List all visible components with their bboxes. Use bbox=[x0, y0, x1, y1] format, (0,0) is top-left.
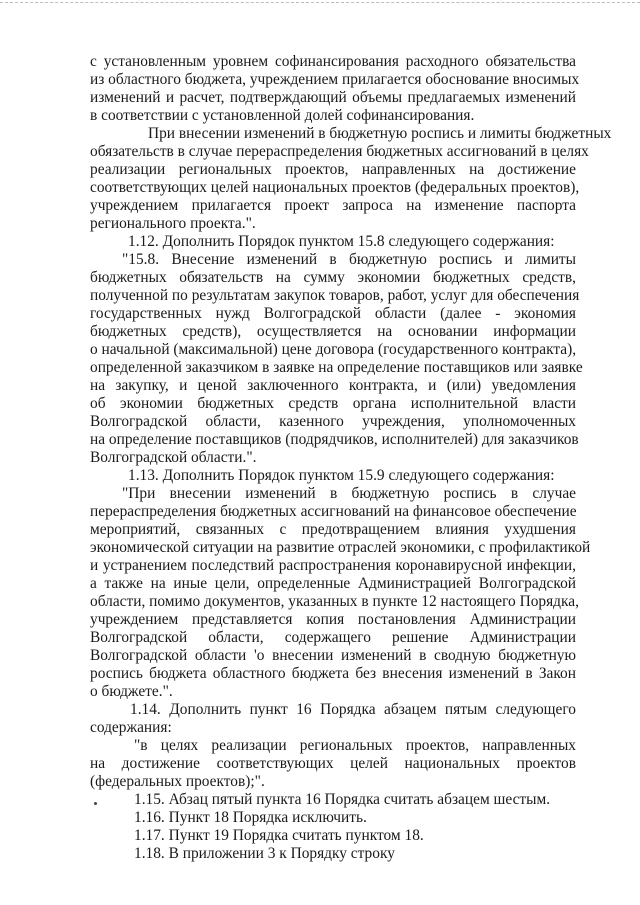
text-line: бюджетных средств), осуществляется на основании информации bbox=[90, 323, 576, 340]
text-line: в соответствии с установленной долей софинансирования. bbox=[90, 107, 475, 124]
text-line: государственных нужд Волгоградской области (далее - экономия bbox=[90, 305, 576, 322]
text-line: Волгоградской области 'о внесении изменений в сводную бюджетную bbox=[90, 647, 576, 664]
text-line: 1.15. Абзац пятый пункта 16 Порядка считать абзацем шестым. bbox=[134, 791, 551, 808]
text-line: 1.12. Дополнить Порядок пунктом 15.8 следующего содержания: bbox=[128, 233, 555, 250]
text-line: учреждением прилагается проект запроса на изменение паспорта bbox=[90, 197, 576, 214]
text-line: При внесении изменений в бюджетную роспись и лимиты бюджетных bbox=[148, 125, 612, 142]
text-line: (федеральных проектов);". bbox=[90, 773, 265, 790]
text-line: 1.13. Дополнить Порядок пунктом 15.9 следующего содержания: bbox=[128, 467, 555, 484]
text-line: а также на иные цели, определенные Администрацией Волгоградской bbox=[90, 575, 576, 592]
text-line: мероприятий, связанных с предотвращением влияния ухудшения bbox=[90, 521, 576, 538]
text-line: "При внесении изменений в бюджетную роспись в случае bbox=[122, 485, 576, 502]
text-line: Волгоградской области, содержащего решение Администрации bbox=[90, 629, 576, 646]
text-line: Волгоградской области, казенного учреждения, уполномоченных bbox=[90, 413, 576, 430]
text-line: реализации региональных проектов, направленных на достижение bbox=[90, 161, 576, 178]
scan-speck bbox=[94, 802, 97, 805]
text-line: "15.8. Внесение изменений в бюджетную роспись и лимиты bbox=[122, 251, 576, 268]
text-line: полученной по результатам закупок товаров, работ, услуг для обеспечения bbox=[90, 287, 580, 304]
text-line: учреждением представляется копия постановления Администрации bbox=[90, 611, 576, 628]
text-line: о бюджете.". bbox=[90, 683, 173, 700]
text-line: содержания: bbox=[90, 719, 172, 736]
text-line: об экономии бюджетных средств органа исполнительной власти bbox=[90, 395, 576, 412]
text-line: области, помимо документов, указанных в пункте 12 настоящего Порядка, bbox=[90, 593, 579, 610]
text-line: обязательств в случае перераспределения бюджетных ассигнований в целях bbox=[90, 143, 589, 160]
text-line: бюджетных обязательств на сумму экономии бюджетных средств, bbox=[90, 269, 576, 286]
text-line: и устранением последствий распространения коронавирусной инфекции, bbox=[90, 557, 576, 574]
text-line: регионального проекта.". bbox=[90, 215, 256, 232]
text-line: экономической ситуации на развитие отраслей экономики, с профилактикой bbox=[90, 539, 591, 556]
text-line: изменений и расчет, подтверждающий объемы предлагаемых изменений bbox=[90, 89, 576, 106]
text-line: 1.18. В приложении 3 к Порядку строку bbox=[134, 845, 395, 862]
text-line: с установленным уровнем софинансирования расходного обязательства bbox=[90, 53, 576, 70]
text-line: соответствующих целей национальных проектов (федеральных проектов), bbox=[90, 179, 580, 196]
text-line: перераспределения бюджетных ассигнований на финансовое обеспечение bbox=[90, 503, 577, 520]
text-line: 1.16. Пункт 18 Порядка исключить. bbox=[134, 809, 367, 826]
text-line: из областного бюджета, учреждением прилагается обоснование вносимых bbox=[90, 71, 580, 88]
text-line: на определение поставщиков (подрядчиков, исполнителей) для заказчиков bbox=[90, 431, 579, 448]
text-line: "в целях реализации региональных проектов, направленных bbox=[134, 737, 576, 754]
text-line: на достижение соответствующих целей национальных проектов bbox=[90, 755, 576, 772]
text-line: Волгоградской области.". bbox=[90, 449, 257, 466]
text-line: 1.17. Пункт 19 Порядка считать пунктом 18. bbox=[134, 827, 424, 844]
text-line: о начальной (максимальной) цене договора (государственного контракта), bbox=[90, 341, 577, 358]
top-rule bbox=[0, 2, 640, 3]
text-line: 1.14. Дополнить пункт 16 Порядка абзацем пятым следующего bbox=[130, 701, 576, 718]
text-line: роспись бюджета областного бюджета без внесения изменений в Закон bbox=[90, 665, 576, 682]
text-line: определенной заказчиком в заявке на определение поставщиков или заявке bbox=[90, 359, 583, 376]
text-line: на закупку, и ценой заключенного контракта, и (или) уведомления bbox=[90, 377, 576, 394]
